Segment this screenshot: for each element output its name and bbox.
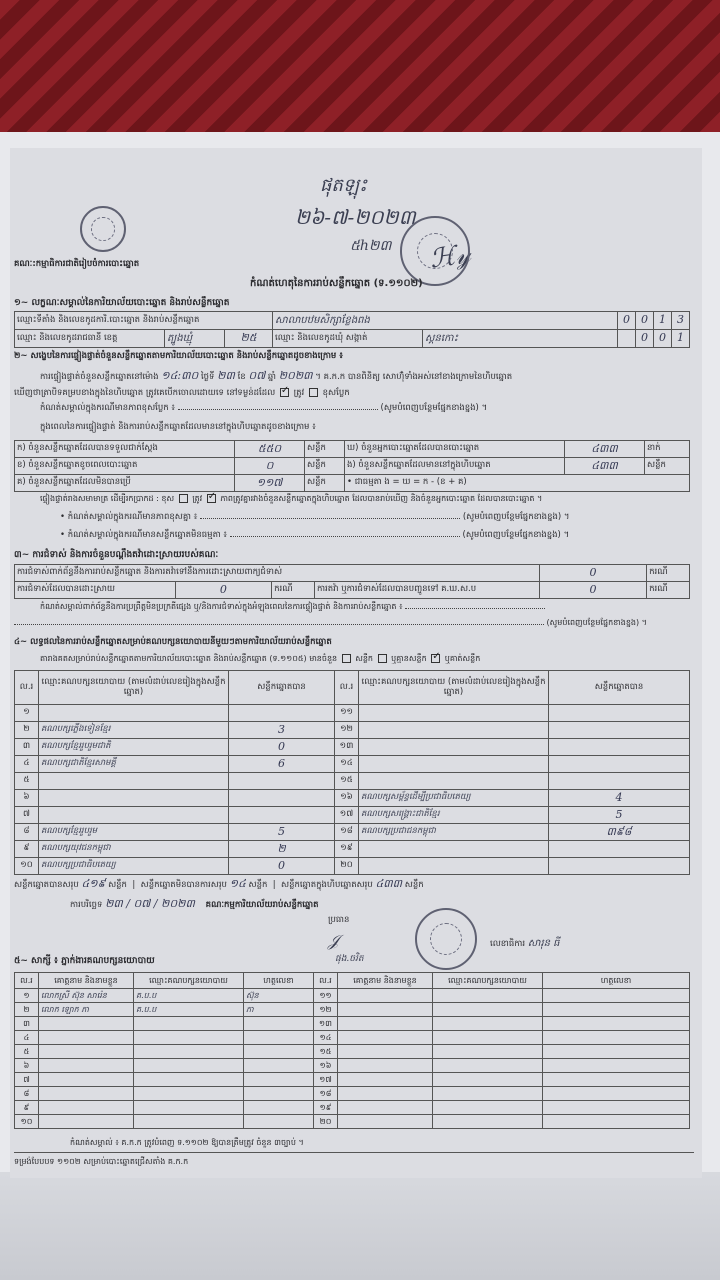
- party-name: គណបក្សសម្ព័ន្ធដើម្បីប្រជាធិបតេយ្យ: [359, 790, 549, 807]
- witness-party: [134, 1045, 244, 1059]
- witness-name: [39, 1087, 134, 1101]
- witness-rows: [15, 989, 690, 1129]
- objections-table: ការជំទាស់ពាក់ព័ន្ធនឹងការរាប់សន្លឹកឆ្នោត និងការតវ៉ាទៅនឹងការដោះស្រាយពាក្យជំទាស់ 0 ករណី ការជំទាស់ដែលបានដោះស្រាយ 0 ករណី ការតវ៉ា ឬការជំទាស់ដែលបានបញ្ជូនទៅ គ.ឃ.ស.ប 0 ករណី: [14, 564, 690, 599]
- difference-note: • កំណត់សម្គាល់ក្នុងករណីមានភាពខុសគ្នា ៖ (សូមបំពេញបន្ថែមផ្នែកខាងខ្នង) ។: [60, 512, 570, 522]
- row-number: ៤: [15, 756, 39, 773]
- party-name: គណបក្សសង្គ្រោះជាតិខ្មែរ: [359, 807, 549, 824]
- row-number: ១: [15, 989, 39, 1003]
- row-number: ៨: [15, 824, 39, 841]
- spoiled-ballots-value: ០: [235, 458, 305, 475]
- date-line: ការបរិច្ឆេទ ២៣ / ០៧ / ២០២៣ គណៈកម្មការិយាល័យរាប់សន្លឹកឆ្នោត: [70, 897, 319, 910]
- seal-note-line: កំណត់សម្គាល់ក្នុងករណីមានភាពខុសប្លែក ៖ (សូមបំពេញបន្ថែមផ្នែកខាងខ្នង) ។: [40, 403, 488, 413]
- consistency-check-line: ផ្ទៀងផ្ទាត់រាងសមាមាត្រ ដើម្បីរកប្រាកដ : ខុស ត្រូវ ✓ ភាពត្រូវគ្នារវាងចំនួនសន្លឹកឆ្នោតក្នុងហិបឆ្នោត ដែលបានរាប់ឃើញ និងចំនួនអ្នកបោះឆ្នោត ដែលបានបោះឆ្នោត ។: [40, 494, 700, 503]
- party-result-row: [15, 756, 690, 773]
- committee-name: គណៈ:កម្មាធិការជាតិរៀបចំការបោះឆ្នោត: [14, 259, 140, 269]
- witness-name: [338, 1101, 433, 1115]
- witness-party: [433, 1073, 543, 1087]
- party-votes: 3: [229, 722, 335, 739]
- party-result-row: [15, 858, 690, 875]
- row-number: ១៣: [335, 739, 359, 756]
- row-number: ២០: [314, 1115, 338, 1129]
- witness-signature: [244, 1059, 314, 1073]
- witness-party: [433, 1059, 543, 1073]
- row-number: ២: [15, 1003, 39, 1017]
- witness-party: [134, 1101, 244, 1115]
- commune-code-digit: 0: [636, 330, 654, 348]
- witness-party: [433, 1087, 543, 1101]
- party-votes: [229, 705, 335, 722]
- forwarded-value: 0: [539, 582, 646, 599]
- party-name: [359, 773, 549, 790]
- party-name: [39, 790, 229, 807]
- witness-signature: [543, 1059, 690, 1073]
- president-signature: 𝒥: [328, 931, 340, 950]
- row-number: ៩: [15, 1101, 39, 1115]
- ballots-in-box-value: ៤៣៣: [565, 458, 645, 475]
- location-code-digit: 1: [654, 312, 672, 330]
- election-form-sheet: [10, 148, 702, 1178]
- fabric-background: [0, 0, 720, 150]
- witness-signature: [543, 1045, 690, 1059]
- commune-value: ស្គនកោះ: [423, 330, 618, 348]
- witness-signature: [543, 1017, 690, 1031]
- witness-row: [15, 1101, 690, 1115]
- witness-row: [15, 1059, 690, 1073]
- form-title: កំណត់ហេតុនៃការរាប់សន្លឹកឆ្នោត (ទ.១១០២): [250, 278, 423, 289]
- party-name: គណបក្សយុវជនកម្ពុជា: [39, 841, 229, 858]
- witness-signature: ភា: [244, 1003, 314, 1017]
- party-name: គណបក្សភ្លើងទៀនខ្មែរ: [39, 722, 229, 739]
- row-number: ១៦: [335, 790, 359, 807]
- tally-sheets-checkbox[interactable]: [342, 654, 351, 663]
- witness-name: [39, 1059, 134, 1073]
- location-code-digit: 3: [672, 312, 690, 330]
- witness-signature: [244, 1073, 314, 1087]
- resolved-label: ការជំទាស់ដែលបានដោះស្រាយ: [15, 582, 176, 599]
- witness-signature: [543, 1073, 690, 1087]
- row-number: ៧: [15, 1073, 39, 1087]
- verify-year: ២០២៣: [278, 369, 313, 382]
- witness-name: [39, 1073, 134, 1087]
- witness-name: [338, 1073, 433, 1087]
- witness-party: [134, 1059, 244, 1073]
- row-number: ៥: [15, 1045, 39, 1059]
- unused-ballots-value: ១១៧: [235, 475, 305, 492]
- tally-sheet-line: តារាងគតសម្រាប់រាប់សន្លឹកឆ្នោតតាមការិយាល័យបោះឆ្នោត និងរាប់សន្លឹកឆ្នោត (ទ.១១០៥) មានចំនួន សន្លឹក ឬគ្មានសន្លឹក ✓ ឬគាត់សន្លឹក: [40, 654, 700, 663]
- witness-name: [338, 1087, 433, 1101]
- secretary-line: លេខាធិការ សារុន ធី: [490, 938, 560, 949]
- witness-signature: [244, 1017, 314, 1031]
- witness-name: [39, 1017, 134, 1031]
- row-number: ១: [15, 705, 39, 722]
- row-number: ១១: [335, 705, 359, 722]
- row-number: ១៦: [314, 1059, 338, 1073]
- party-votes: [229, 773, 335, 790]
- party-col-header: ឈ្មោះគណបក្សនយោបាយ (តាមលំដាប់លេខរៀងក្នុងសន្លឹកឆ្នោត): [39, 671, 229, 705]
- irregularity-note: កំណត់សម្គាល់ពាក់ព័ន្ធនឹងការប្រព្រឹត្តមិនប្រក្រតីផ្សេង ឬ/និងការជំទាស់ក្នុងអំឡុងពេលនៃការផ្ទៀងផ្ទាត់ និងការរាប់សន្លឹកឆ្នោត ៖: [40, 602, 700, 611]
- witness-name: [338, 1045, 433, 1059]
- party-votes: ៣៩៨: [549, 824, 690, 841]
- row-number: ១៩: [314, 1101, 338, 1115]
- ballots-received-label: ក) ចំនួនសន្លឹកឆ្នោតដែលបានទទួលជាក់ស្តែង: [15, 441, 235, 458]
- section1-table: [14, 311, 690, 348]
- witness-party: [433, 989, 543, 1003]
- party-name: គណបក្សប្រជាធិបតេយ្យ: [39, 858, 229, 875]
- witness-name: [338, 1031, 433, 1045]
- witness-party: [433, 1045, 543, 1059]
- witness-party: [134, 1115, 244, 1129]
- unused-ballots-label: គ) ចំនួនសន្លឹកឆ្នោតដែលមិនបានប្រើ: [15, 475, 235, 492]
- row-number: ៦: [15, 1059, 39, 1073]
- witness-party: [433, 1101, 543, 1115]
- party-votes: [229, 790, 335, 807]
- witness-signature: [244, 1045, 314, 1059]
- row-number: ១២: [314, 1003, 338, 1017]
- party-name: គណបក្សខ្មែររួបរួម: [39, 824, 229, 841]
- spoiled-ballots-label: ខ) ចំនួនសន្លឹកឆ្នោតខូចពេលបោះឆ្នោត: [15, 458, 235, 475]
- ballots-in-box-label: ង) ចំនួនសន្លឹកឆ្នោតដែលមាននៅក្នុងហិបឆ្នោត: [345, 458, 565, 475]
- count-intro: ក្នុងពេលនៃការផ្ទៀងផ្ទាត់ និងការរាប់សន្លឹកឆ្នោតដែលមាននៅក្នុងហិបឆ្នោតដូចខាងក្រោម ៖: [40, 422, 316, 432]
- witness-row: [15, 1087, 690, 1101]
- handwritten-date: ២៦-៧-២០២៣: [295, 205, 416, 229]
- row-number: ៣: [15, 739, 39, 756]
- location-code-digit: 0: [636, 312, 654, 330]
- verification-line2: ឃើញថាត្រាបិទគម្របខាងក្នុងនៃហិបឆ្នោត ត្រូវគេបើកចោលដោយទេ នៅទម្ងន់ដដែល ✓ ត្រូវ ខុសប្លែក: [14, 388, 694, 399]
- witness-signature: ស៊ុន: [244, 989, 314, 1003]
- ballot-count-table: ក) ចំនួនសន្លឹកឆ្នោតដែលបានទទួលជាក់ស្តែង ៥៥០ សន្លឹក ឃ) ចំនួនអ្នកបោះឆ្នោតដែលបានបោះឆ្នោត ៤៣៣ នាក់ ខ) ចំនួនសន្លឹកឆ្នោតខូចពេលបោះឆ្នោត ០ សន្លឹក ង) ចំនួនសន្លឹកឆ្នោតដែលមាននៅក្នុងហិបឆ្នោត ៤៣៣ សន្លឹក គ) ចំនួនសន្លឹកឆ្នោតដែលមិនបានប្រើ ១១៧ សន្លឹក • ជាធម្មតា ង = ឃ = ក - (ខ + គ): [14, 440, 690, 492]
- witness-party: [433, 1115, 543, 1129]
- location-value: សាលាបឋមសិក្សាខ្លែងពង: [273, 312, 618, 330]
- objections-value: 0: [539, 565, 646, 582]
- row-number: ១៤: [335, 756, 359, 773]
- ballots-received-value: ៥៥០: [235, 441, 305, 458]
- voters-voted-label: ឃ) ចំនួនអ្នកបោះឆ្នោតដែលបានបោះឆ្នោត: [345, 441, 565, 458]
- party-result-row: [15, 824, 690, 841]
- seal-different-checkbox[interactable]: [309, 388, 318, 397]
- invalid-total: ១៤: [229, 877, 246, 890]
- witness-table: ល.រ គោត្តនាម និងនាមខ្លួន ឈ្មោះគណបក្សនយោបាយ ហត្ថលេខា ល.រ គោត្តនាម និងនាមខ្លួន ឈ្មោះគណបក្សនយោបាយ ហត្ថលេខា ១ លោកស្រី ស៊ុន សារ៉េន គ.ប.ប ស៊ុន ១១ ២ លោក ឡោក ភា គ.ប.ប ភា ១២ ៣ ១៣ ៤ ១៤ ៥ ១៥ ៦ ១៦ ៧ ១៧ ៨ ១៨ ៩ ១៩ ១០ ២០: [14, 972, 690, 1129]
- witness-party: គ.ប.ប: [134, 1003, 244, 1017]
- witness-party: [433, 1017, 543, 1031]
- secretary-name: សារុន ធី: [527, 938, 560, 949]
- witness-name: [39, 1115, 134, 1129]
- footer-divider: [14, 1152, 694, 1153]
- row-number: ១៨: [335, 824, 359, 841]
- verify-time: ១៤:៣០: [161, 369, 199, 382]
- party-votes: 5: [549, 807, 690, 824]
- row-number: ១៤: [314, 1031, 338, 1045]
- official-stamp-top: [400, 216, 470, 286]
- witness-signature: [244, 1115, 314, 1129]
- verify-day: ២៣: [217, 369, 235, 382]
- witness-name: លោកស្រី ស៊ុន សារ៉េន: [39, 989, 134, 1003]
- witness-name: [338, 1059, 433, 1073]
- party-name: គណបក្សប្រជាជនកម្ពុជា: [359, 824, 549, 841]
- witness-row: [15, 1031, 690, 1045]
- row-number: ១០: [15, 1115, 39, 1129]
- nec-emblem: [80, 206, 126, 252]
- signature-top: ℋ𝓎: [427, 239, 473, 275]
- party-result-row: [15, 790, 690, 807]
- witness-row: [15, 1115, 690, 1129]
- row-number: ៥: [15, 773, 39, 790]
- witness-signature: [543, 1031, 690, 1045]
- party-votes: 5: [229, 824, 335, 841]
- party-rows: [15, 705, 690, 875]
- party-result-row: [15, 739, 690, 756]
- row-number: ១២: [335, 722, 359, 739]
- row-number: ១៧: [335, 807, 359, 824]
- footnote: កំណត់សម្គាល់ ៖ គ.ក.ក ត្រូវបំពេញ ទ.១១០២ ឱ្យបានត្រឹមត្រូវ ចំនួន ៣ច្បាប់ ។: [70, 1138, 304, 1147]
- party-name: [39, 807, 229, 824]
- no-tally-checkbox[interactable]: [378, 654, 387, 663]
- row-number: ៨: [15, 1087, 39, 1101]
- party-votes: [549, 739, 690, 756]
- party-votes: [549, 858, 690, 875]
- commune-code-digit: 0: [654, 330, 672, 348]
- verification-line1: ការផ្ទៀងផ្ទាត់ចំនួនសន្លឹកឆ្នោតនៅម៉ោង ១៤:៣០ ថ្ងៃទី ២៣ ខែ ០៧ ឆ្នាំ ២០២៣ ។ គ.ក.ក បានពិនិត្យ សោហ៊ុំទាំងអស់នៅខាងក្រោមនៃហិបឆ្នោត: [40, 369, 513, 382]
- forwarded-label: ការតវ៉ា ឬការជំទាស់ដែលបានបញ្ជូនទៅ គ.ឃ.ស.ប: [314, 582, 539, 599]
- witness-signature: [543, 1115, 690, 1129]
- party-name: [359, 858, 549, 875]
- witness-party: [134, 1073, 244, 1087]
- party-votes: [549, 841, 690, 858]
- box-total: ៤៣៣: [375, 877, 403, 890]
- row-number: ៦: [15, 790, 39, 807]
- witness-row: [15, 1073, 690, 1087]
- party-name: [39, 705, 229, 722]
- commune-label: ឈ្មោះ និងលេខកូដឃុំ សង្កាត់: [273, 330, 423, 348]
- seal-ok-checkbox[interactable]: [280, 388, 289, 397]
- president-label: ប្រធាន: [328, 915, 350, 925]
- party-votes: 4: [549, 790, 690, 807]
- witness-signature: [543, 1101, 690, 1115]
- witness-party: [433, 1003, 543, 1017]
- row-number: ១១: [314, 989, 338, 1003]
- mismatch-checkbox[interactable]: [179, 494, 188, 503]
- row-number: ៧: [15, 807, 39, 824]
- party-name: [359, 841, 549, 858]
- witness-row: [15, 1045, 690, 1059]
- party-result-row: [15, 705, 690, 722]
- party-name: [359, 739, 549, 756]
- witness-party: [433, 1031, 543, 1045]
- match-checkbox[interactable]: [207, 494, 216, 503]
- row-number: ៣: [15, 1017, 39, 1031]
- party-results-table: ល.រ ឈ្មោះគណបក្សនយោបាយ (តាមលំដាប់លេខរៀងក្នុងសន្លឹកឆ្នោត) សន្លឹកឆ្នោតបាន ល.រ ឈ្មោះគណបក្សនយោបាយ (តាមលំដាប់លេខរៀងក្នុងសន្លឹកឆ្នោត) សន្លឹកឆ្នោតបាន ១ ១១ ២ គណបក្សភ្លើងទៀនខ្មែរ 3 ១២ ៣ គណបក្សខ្មែររួបរួមជាតិ 0 ១៣ ៤ គណបក្សជាតិខ្មែរសាមគ្គី 6 ១៤ ៥ ១៥ ៦ ១៦ គណបក្សសម្ព័ន្ធដើម្បីប្រជាធិបតេយ្យ 4 ៧ ១៧ គណបក្សសង្គ្រោះជាតិខ្មែរ 5 ៨ គណបក្សខ្មែររួបរួម 5 ១៨ គណបក្សប្រជាជនកម្ពុជា ៣៩៨ ៩ គណបក្សយុវជនកម្ពុជា ២ ១៩ ១០ គណបក្សប្រជាធិបតេយ្យ 0 ២០: [14, 670, 690, 875]
- row-number: ១៥: [335, 773, 359, 790]
- party-name: [359, 756, 549, 773]
- witness-signature: [543, 989, 690, 1003]
- party-votes: 6: [229, 756, 335, 773]
- witness-row: [15, 1017, 690, 1031]
- party-result-row: [15, 722, 690, 739]
- row-number: ២: [15, 722, 39, 739]
- irregularity-note-line2: (សូមបំពេញបន្ថែមផ្នែកខាងខ្នង) ។: [14, 618, 694, 627]
- form-reference: ទម្រង់បែបបទ ១១០២ សម្រាប់បោះឆ្នោតជ្រើសតាំង គ.ក.ក: [14, 1157, 189, 1166]
- official-stamp-bottom: [415, 908, 477, 970]
- handwritten-top: ផុតឡុះ: [320, 175, 368, 196]
- witness-name: [338, 1017, 433, 1031]
- row-number: ១០: [15, 858, 39, 875]
- handwritten-time: ៥h២៣: [350, 238, 392, 254]
- party-votes: 0: [229, 739, 335, 756]
- objections-label: ការជំទាស់ពាក់ព័ន្ធនឹងការរាប់សន្លឹកឆ្នោត និងការតវ៉ាទៅនឹងការដោះស្រាយពាក្យជំទាស់: [15, 565, 540, 582]
- witness-signature: [543, 1003, 690, 1017]
- province-code: ២៥: [225, 330, 273, 348]
- witness-party: គ.ប.ប: [134, 989, 244, 1003]
- signing-date: ២៣ / ០៧ / ២០២៣: [105, 897, 195, 910]
- party-votes: 0: [229, 858, 335, 875]
- party-votes: [229, 807, 335, 824]
- witness-name: [39, 1101, 134, 1115]
- location-label: ឈ្មោះទីតាំង និងលេខកូដការិ.បោះឆ្នោត និងរាប់សន្លឹកឆ្នោត: [15, 312, 273, 330]
- abnormal-note: • កំណត់សម្គាល់ក្នុងករណីមានសន្លឹកឆ្នោតមិនធម្មតា ៖ (សូមបំពេញបន្ថែមផ្នែកខាងខ្នង) ។: [60, 530, 570, 540]
- province-value: ត្បូងឃ្មុំ: [165, 330, 225, 348]
- row-number: ១៧: [314, 1073, 338, 1087]
- party-votes: [549, 756, 690, 773]
- witness-signature: [244, 1101, 314, 1115]
- totals-line: សន្លឹកឆ្នោតបានសរុប ៤១៩ សន្លឹក | សន្លឹកឆ្នោតមិនបានការសរុប ១៤ សន្លឹក | សន្លឹកឆ្នោតក្នុងហិបឆ្នោតសរុប ៤៣៣ សន្លឹក: [14, 877, 424, 890]
- witness-signature: [244, 1087, 314, 1101]
- section5-title: ៥~ សាក្សី ៖ ភ្នាក់ងារគណបក្សនយោបាយ: [14, 956, 155, 966]
- party-name: [359, 722, 549, 739]
- witness-signature: [244, 1031, 314, 1045]
- section3-title: ៣~ ការជំទាស់ និងការចំនួនបណ្តឹងតវ៉ាដោះស្រាយរបស់គណៈ: [14, 550, 219, 560]
- witness-party: [134, 1031, 244, 1045]
- witness-row: [15, 1003, 690, 1017]
- witness-name: [39, 1045, 134, 1059]
- row-number: ១៣: [314, 1017, 338, 1031]
- witness-name: [338, 1003, 433, 1017]
- commune-code-digit: 1: [672, 330, 690, 348]
- party-name: [359, 705, 549, 722]
- row-number: ៩: [15, 841, 39, 858]
- row-number: ២០: [335, 858, 359, 875]
- tally-attached-checkbox[interactable]: [431, 654, 440, 663]
- section2-title: ២~ សង្ខេបនៃការផ្ទៀងផ្ទាត់ចំនួនសន្លឹកឆ្នោតតាមការិយាល័យបោះឆ្នោត និងរាប់សន្លឹកឆ្នោតដូចខាងក្រោម ៖: [14, 351, 344, 361]
- valid-total: ៤១៩: [81, 877, 106, 890]
- witness-party: [134, 1087, 244, 1101]
- row-number: ១៥: [314, 1045, 338, 1059]
- verify-month: ០៧: [248, 369, 266, 382]
- section4-title: ៤~ លទ្ធផលនៃការរាប់សន្លឹកឆ្នោតសម្រាប់គណបក្សនយោបាយនីមួយៗតាមការិយាល័យរាប់សន្លឹកឆ្នោត: [14, 637, 332, 647]
- formula-note: • ជាធម្មតា ង = ឃ = ក - (ខ + គ): [345, 475, 690, 492]
- table-surface: [0, 1160, 720, 1280]
- witness-name: [338, 989, 433, 1003]
- section1-title: ១~ លក្ខណៈសម្គាល់នៃការិយាល័យបោះឆ្នោត និងរាប់សន្លឹកឆ្នោត: [14, 298, 230, 308]
- party-votes: ២: [229, 841, 335, 858]
- location-code-digit: 0: [618, 312, 636, 330]
- president-name: ផុង.ចរិត: [335, 954, 364, 964]
- resolved-value: 0: [175, 582, 271, 599]
- party-result-row: [15, 807, 690, 824]
- witness-name: [39, 1031, 134, 1045]
- row-number: ១៨: [314, 1087, 338, 1101]
- province-label: ឈ្មោះ និងលេខកូដរាជធានី ខេត្ត: [15, 330, 165, 348]
- party-name: គណបក្សខ្មែររួបរួមជាតិ: [39, 739, 229, 756]
- party-result-row: [15, 841, 690, 858]
- party-name: គណបក្សជាតិខ្មែរសាមគ្គី: [39, 756, 229, 773]
- party-result-row: [15, 773, 690, 790]
- party-votes: [549, 722, 690, 739]
- witness-party: [134, 1017, 244, 1031]
- row-number: ១៩: [335, 841, 359, 858]
- row-number: ៤: [15, 1031, 39, 1045]
- party-votes: [549, 705, 690, 722]
- witness-signature: [543, 1087, 690, 1101]
- party-name: [39, 773, 229, 790]
- voters-voted-value: ៤៣៣: [565, 441, 645, 458]
- witness-name: លោក ឡោក ភា: [39, 1003, 134, 1017]
- witness-name: [338, 1115, 433, 1129]
- witness-row: [15, 989, 690, 1003]
- party-votes: [549, 773, 690, 790]
